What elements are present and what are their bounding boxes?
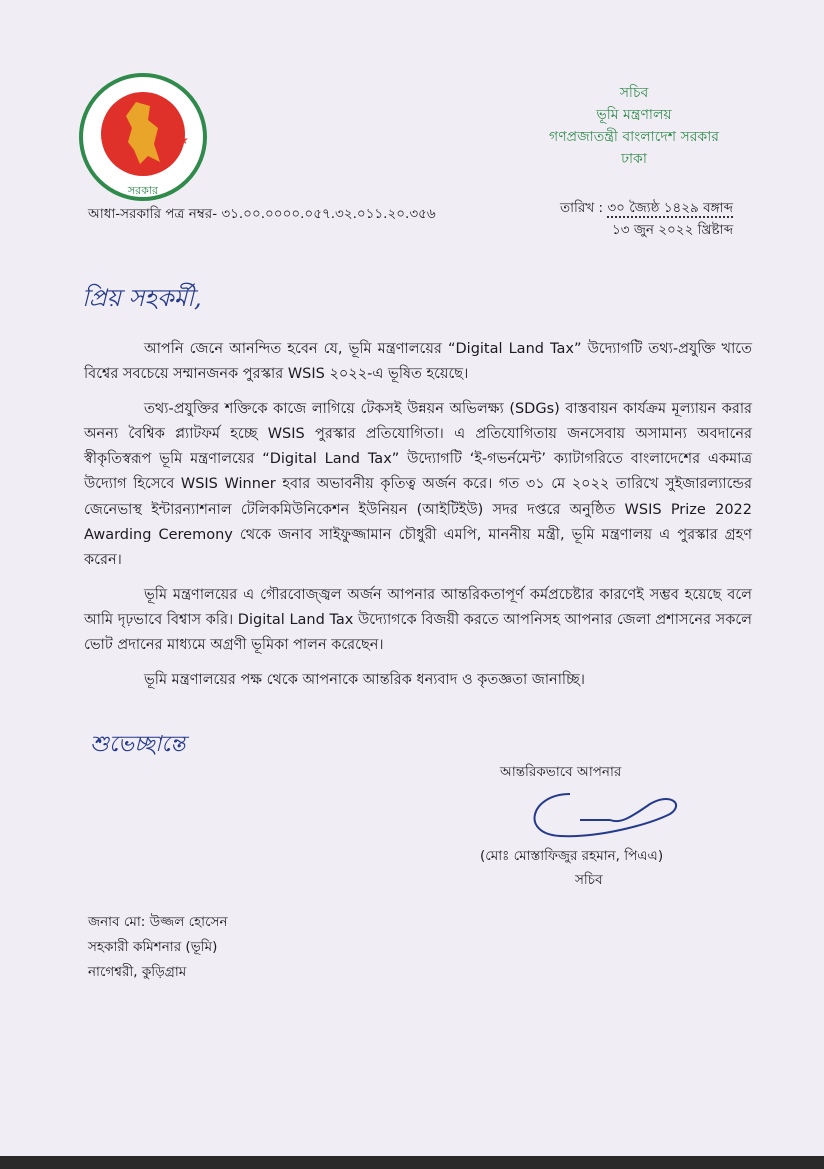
recipient-line: সহকারী কমিশনার (ভূমি) <box>88 939 218 955</box>
scan-edge <box>0 1156 824 1169</box>
paragraph: ভূমি মন্ত্রণালয়ের পক্ষ থেকে আপনাকে আন্তরিক ধন্যবাদ ও কৃতজ্ঞতা জানাচ্ছি। <box>144 671 585 688</box>
paragraph: আপনি জেনে আনন্দিত হবেন যে, ভূমি মন্ত্রণালয়ের “Digital Land Tax” উদ্যোগটি তথ্য-প্রযুক্তি খাতে বিশ্বের সবচেয়ে সম্মানজনক পুরস্কার WSIS ২০২২-এ ভূষিত হয়েছে। <box>84 341 752 383</box>
letterhead-line: ভূমি মন্ত্রণালয় <box>596 107 672 123</box>
letterhead-line: ঢাকা <box>621 151 647 167</box>
government-emblem <box>78 72 208 202</box>
letter-date <box>560 197 733 241</box>
letterhead-line: সচিব <box>619 85 649 101</box>
date-label: তারিখ : <box>560 200 604 216</box>
letterhead-line: গণপ্রজাতন্ত্রী বাংলাদেশ সরকার <box>549 129 719 145</box>
signature-image <box>510 784 690 844</box>
letter-body <box>84 337 752 702</box>
emblem-bottom-text: সরকার <box>127 184 159 197</box>
signatory-name: (মোঃ মোস্তাফিজুর রহমান, পিএএ) <box>480 848 664 864</box>
sign-off: আন্তরিকভাবে আপনার <box>500 764 622 780</box>
signatory-title: সচিব <box>575 872 603 888</box>
recipient-address <box>88 910 228 985</box>
recipient-line: নাগেশ্বরী, কুড়িগ্রাম <box>88 964 187 980</box>
letterhead <box>519 82 749 170</box>
paragraph: ভূমি মন্ত্রণালয়ের এ গৌরবোজ্জ্বল অর্জন আপনার আন্তরিকতাপূর্ণ কর্মপ্রচেষ্টার কারণেই সম্ভব হয়েছে বলে আমি দৃঢ়ভাবে বিশ্বাস করি। Digital Land Tax উদ্যোগকে বিজয়ী করতে আপনিসহ আপনার জেলা প্রশাসনের সকলে ভোট প্রদানের মাধ্যমে অগ্রণী ভূমিকা পালন করেছেন। <box>84 586 752 654</box>
svg-text:★: ★ <box>100 133 111 147</box>
reference-number: আধা-সরকারি পত্র নম্বর- ৩১.০০.০০০০.০৫৭.৩২.০১১.২০.৩৫৬ <box>88 206 436 222</box>
signature-block <box>480 760 700 892</box>
date-gregorian: ১৩ জুন ২০২২ খ্রিষ্টাব্দ <box>612 222 734 238</box>
date-bangla: ৩০ জ্যৈষ্ঠ ১৪২৯ বঙ্গাব্দ <box>607 200 733 216</box>
greeting: প্রিয় সহকর্মী, <box>82 284 202 312</box>
recipient-line: জনাব মো: উজ্জল হোসেন <box>88 914 228 930</box>
closing: শুভেচ্ছান্তে <box>90 732 186 757</box>
svg-text:★: ★ <box>178 133 189 147</box>
paragraph: তথ্য-প্রযুক্তির শক্তিকে কাজে লাগিয়ে টেকসই উন্নয়ন অভিলক্ষ্য (SDGs) বাস্তবায়ন কার্যক্রম মূল্যায়ন করার অনন্য বৈশ্বিক প্ল্যাটফর্ম হচ্ছে WSIS পুরস্কার প্রতিযোগিতা। এ প্রতিযোগিতায় জনসেবায় অসামান্য অবদানের স্বীকৃতিস্বরূপ ভূমি মন্ত্রণালয়ের “Digital Land Tax” উদ্যোগটি ‘ই-গভর্নমেন্ট’ ক্যাটাগরিতে বাংলাদেশের একমাত্র উদ্যোগ হিসেবে WSIS Winner হবার অভাবনীয় কৃতিত্ব অর্জন করে। গত ৩১ মে ২০২২ তারিখে সুইজারল্যান্ডের জেনেভাস্থ ইন্টারন্যাশনাল টেলিকমিউনিকেশন ইউনিয়ন (আইটিইউ) সদর দপ্তরে অনুষ্ঠিত WSIS Prize 2022 Awarding Ceremony থেকে জনাব সাইফুজ্জামান চৌধুরী এমপি, মাননীয় মন্ত্রী, ভূমি মন্ত্রণালয় এ পুরস্কার গ্রহণ করেন। <box>84 400 752 569</box>
